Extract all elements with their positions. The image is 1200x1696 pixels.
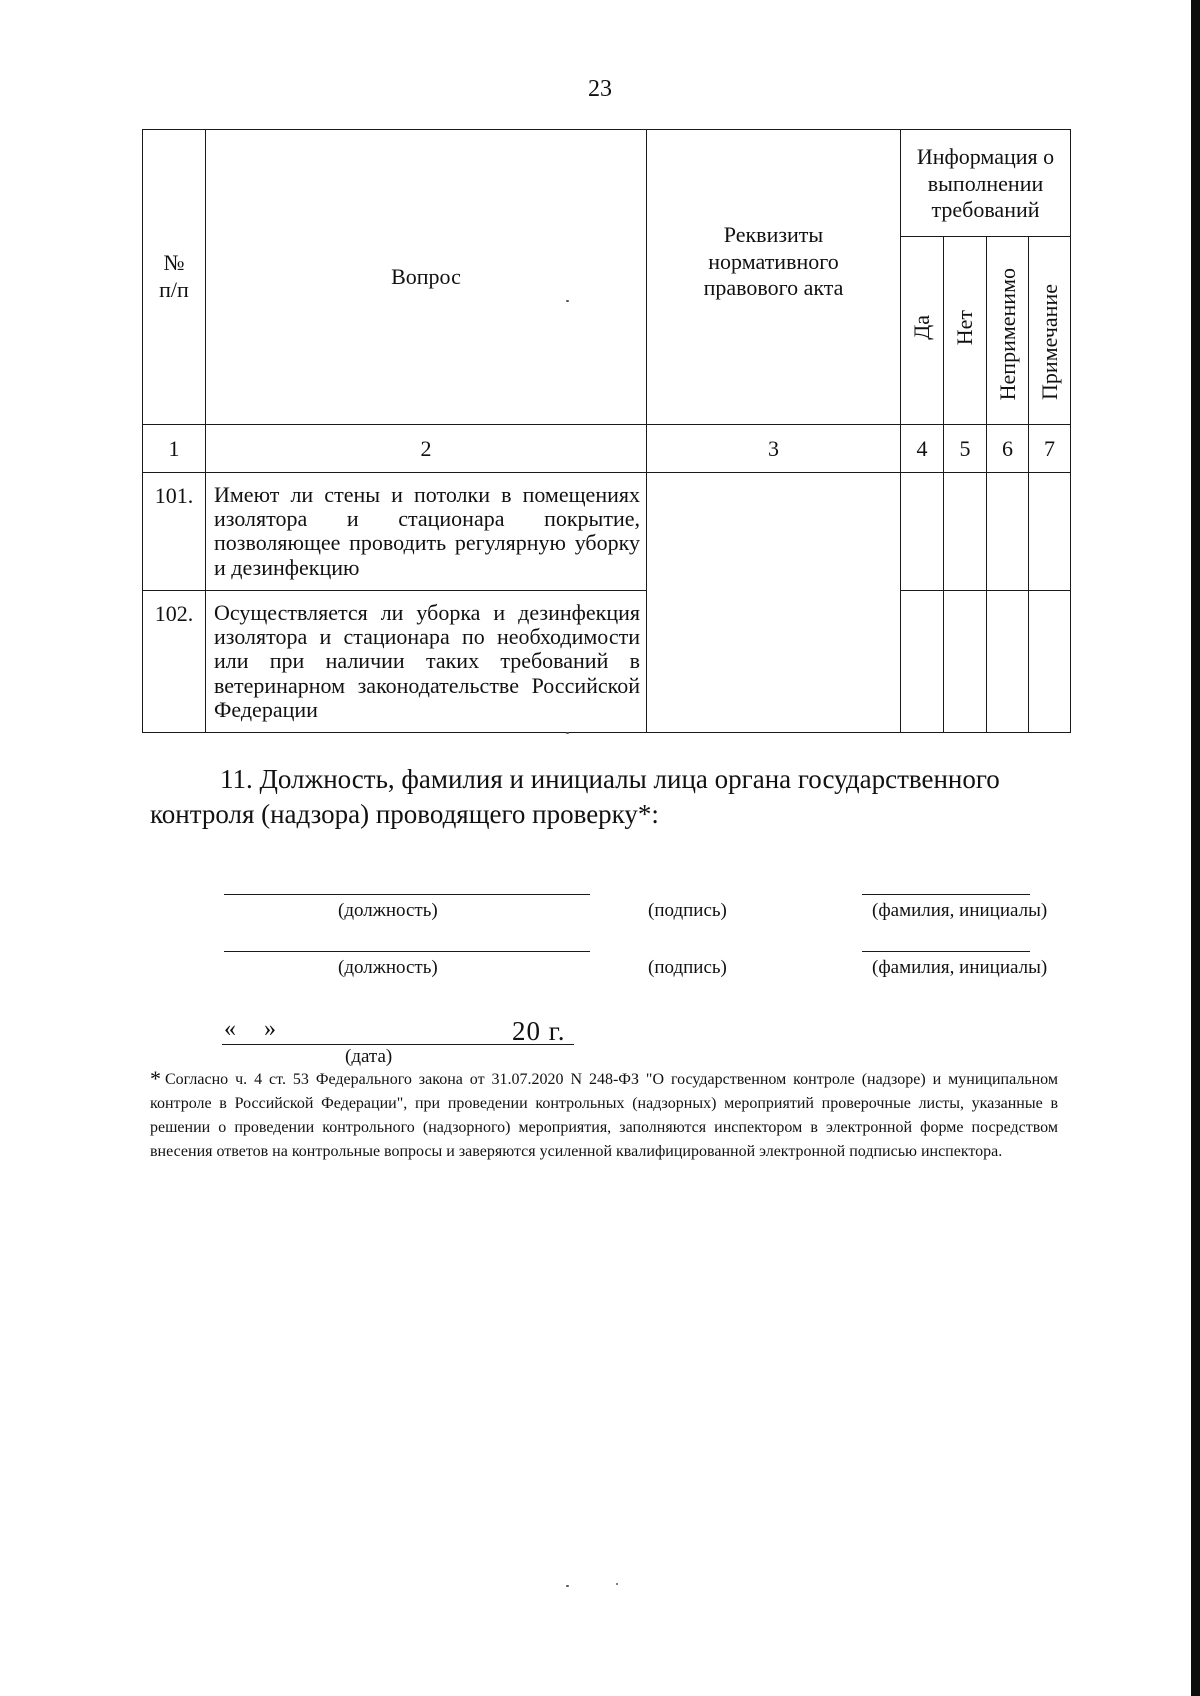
footnote bbox=[150, 1068, 1058, 1164]
position-label: (должность) bbox=[338, 900, 438, 921]
column-number: 6 bbox=[987, 425, 1029, 473]
footnote-marker: * bbox=[150, 1066, 161, 1091]
header-no: Нет bbox=[952, 309, 977, 346]
row-question: Осуществляется ли уборка и дезинфекция изолятора и стационара по необходимости или при наличии таких требований в ветеринарном законодательстве Российской Федерации bbox=[206, 591, 647, 733]
header-requisites: Реквизиты нормативного правового акта bbox=[647, 130, 901, 425]
name-line bbox=[862, 894, 1030, 895]
header-na-cell bbox=[987, 237, 1029, 425]
answer-yes-cell bbox=[901, 473, 944, 591]
column-number: 3 bbox=[647, 425, 901, 473]
position-line bbox=[224, 894, 590, 895]
header-yes-cell bbox=[901, 237, 944, 425]
column-number: 4 bbox=[901, 425, 944, 473]
row-requisites-cell bbox=[647, 473, 901, 733]
date-field bbox=[222, 1016, 574, 1045]
answer-note-cell bbox=[1029, 591, 1071, 733]
name-label: (фамилия, инициалы) bbox=[872, 957, 1048, 978]
scan-speck bbox=[566, 300, 569, 302]
page-number: 23 bbox=[588, 76, 612, 102]
signature-label: (подпись) bbox=[648, 900, 727, 921]
header-no-cell bbox=[944, 237, 987, 425]
position-line bbox=[224, 951, 590, 952]
section-title: 11. Должность, фамилия и инициалы лица органа государственного контроля (надзора) проводящего проверку*: bbox=[150, 764, 1000, 830]
position-label: (должность) bbox=[338, 957, 438, 978]
scan-speck bbox=[566, 732, 569, 734]
header-yes: Да bbox=[909, 315, 934, 340]
name-label: (фамилия, инициалы) bbox=[872, 900, 1048, 921]
header-note-cell bbox=[1029, 237, 1071, 425]
answer-note-cell bbox=[1029, 473, 1071, 591]
row-question: Имеют ли стены и потолки в помещениях изолятора и стационара покрытие, позволяющее проводить регулярную уборку и дезинфекцию bbox=[206, 473, 647, 591]
date-label: (дата) bbox=[345, 1046, 393, 1067]
scan-page-edge bbox=[1191, 0, 1200, 1696]
header-note: Примечание bbox=[1036, 284, 1062, 400]
date-close-quote: » bbox=[264, 1016, 276, 1042]
answer-no-cell bbox=[944, 591, 987, 733]
signature-label: (подпись) bbox=[648, 957, 727, 978]
answer-no-cell bbox=[944, 473, 987, 591]
header-info: Информация о выполнении требований bbox=[901, 130, 1071, 237]
column-number: 7 bbox=[1029, 425, 1071, 473]
answer-na-cell bbox=[987, 591, 1029, 733]
table-row bbox=[143, 591, 1071, 733]
column-number: 5 bbox=[944, 425, 987, 473]
checklist-table bbox=[142, 129, 1071, 733]
date-year: 20 г. bbox=[512, 1016, 566, 1046]
row-number: 102. bbox=[143, 591, 206, 733]
answer-na-cell bbox=[987, 473, 1029, 591]
row-number: 101. bbox=[143, 473, 206, 591]
header-question: Вопрос bbox=[206, 130, 647, 425]
footnote-text: Согласно ч. 4 ст. 53 Федерального закона от 31.07.2020 N 248-ФЗ "О государственном контроле (надзоре) и муниципальном контроле в Российской Федерации", при проведении контрольных (надзорных) мероприятий проверочные листы, указанные в решении о проведении контрольного (надзорного) мероприятия, заполняются инспектором в электронной форме посредством внесения ответов на контрольные вопросы и заверяются усиленной квалифицированной электронной подписью инспектора. bbox=[150, 1071, 1058, 1160]
column-number: 1 bbox=[143, 425, 206, 473]
scan-speck bbox=[566, 1585, 569, 1587]
name-line bbox=[862, 951, 1030, 952]
scan-speck bbox=[616, 1583, 618, 1585]
column-number: 2 bbox=[206, 425, 647, 473]
table-row bbox=[143, 473, 1071, 591]
answer-yes-cell bbox=[901, 591, 944, 733]
date-open-quote: « bbox=[224, 1016, 236, 1042]
header-num: № п/п bbox=[143, 130, 206, 425]
header-na: Неприменимо bbox=[994, 267, 1020, 400]
